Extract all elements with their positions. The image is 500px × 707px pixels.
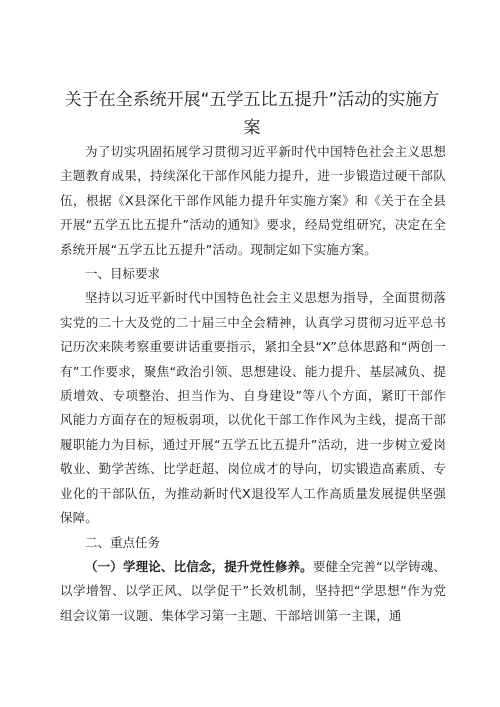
document-body (60, 140, 446, 628)
document-title: 关于在全系统开展“五学五比五提升”活动的实施方案 (64, 90, 440, 138)
section-heading-tasks: 二、重点任务 (85, 534, 161, 550)
intro-paragraph: 为了切实巩固拓展学习贯彻习近平新时代中国特色社会主义思想主题教育成果，持续深化干部作风能力提升，进一步锻造过硬干部队伍，根据《X县深化干部作风能力提升年实施方案》和《关于在全县开展“五学五比五提升”活动的通知》要求，经局党组研究，决定在全系统开展“五学五比五提升”活动。现制定如下实施方案。 (60, 144, 446, 257)
task-item-1 (60, 555, 446, 628)
goals-paragraph: 坚持以习近平新时代中国特色社会主义思想为指导，全面贯彻落实党的二十大及党的二十届三中全会精神，认真学习贯彻习近平总书记历次来陕考察重要讲话重要指示，紧扣全县“X”总体思路和“两创一有”工作要求，聚焦“政治引领、思想建设、能力提升、基层减负、提质增效、专项整治、担当作为、自身建设”等八个方面，紧盯干部作风能力方面存在的短板弱项，以优化干部工作作风为主线，提高干部履职能力为目标，通过开展“五学五比五提升”活动，进一步树立爱岗敬业、勤学苦练、比学赶超、岗位成才的导向，切实锻造高素质、专业化的干部队伍，为推动新时代X退役军人工作高质量发展提供坚强保障。 (60, 290, 446, 526)
section-heading-goals: 一、目标要求 (85, 266, 161, 282)
task-item-1-lead: （一）学理论、比信念，提升党性修养。 (85, 558, 313, 574)
task-item-1-text: 要健全完善“以学铸魂、以学增智、以学正风、以学促干”长效机制，坚持把“学思想”作为党组会议第一议题、集体学习第一主题、干部培训第一主课，通 (60, 558, 446, 623)
